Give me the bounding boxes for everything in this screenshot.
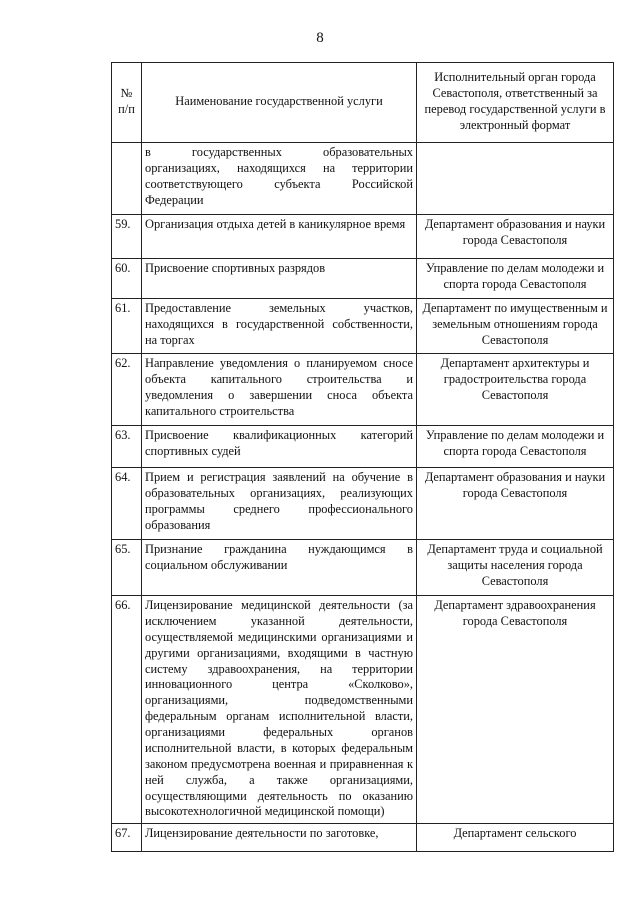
row-service: Предоставление земельных участков, находящихся в государственной собственности, на торгах: [142, 299, 417, 354]
row-org: Департамент сельского: [417, 824, 614, 852]
row-num: 65.: [112, 540, 142, 596]
row-org: Департамент образования и науки города Севастополя: [417, 468, 614, 540]
table-row: [112, 824, 614, 852]
header-service: Наименование государственной услуги: [142, 63, 417, 143]
row-service: Организация отдыха детей в каникулярное время: [142, 215, 417, 259]
row-org: Департамент образования и науки города Севастополя: [417, 215, 614, 259]
table-row: [112, 299, 614, 354]
table-row: [112, 143, 614, 215]
header-org: Исполнительный орган города Севастополя, ответственный за перевод государственной услуги в электронный формат: [417, 63, 614, 143]
table-row: [112, 540, 614, 596]
page-number: 8: [316, 30, 324, 46]
table-row: [112, 468, 614, 540]
row-num: 67.: [112, 824, 142, 852]
row-service: Прием и регистрация заявлений на обучение в образовательных организациях, реализующих программы среднего профессионального образования: [142, 468, 417, 540]
row-org: Управление по делам молодежи и спорта города Севастополя: [417, 426, 614, 468]
table-header-row: [112, 63, 614, 143]
row-org: Департамент по имущественным и земельным отношениям города Севастополя: [417, 299, 614, 354]
header-num: № п/п: [112, 63, 142, 143]
row-org: Департамент труда и социальной защиты населения города Севастополя: [417, 540, 614, 596]
services-table: [111, 62, 614, 852]
row-num: 64.: [112, 468, 142, 540]
table-row: [112, 215, 614, 259]
table-row: [112, 596, 614, 824]
row-service: Направление уведомления о планируемом сносе объекта капитального строительства и уведомления о завершении сноса объекта капитального строительства: [142, 354, 417, 426]
row-num: 62.: [112, 354, 142, 426]
table-row: [112, 426, 614, 468]
row-service: Присвоение квалификационных категорий спортивных судей: [142, 426, 417, 468]
row-num: [112, 143, 142, 215]
table-row: [112, 354, 614, 426]
row-org: Управление по делам молодежи и спорта города Севастополя: [417, 259, 614, 299]
row-service: Присвоение спортивных разрядов: [142, 259, 417, 299]
row-org: Департамент архитектуры и градостроительства города Севастополя: [417, 354, 614, 426]
row-org: Департамент здравоохранения города Севастополя: [417, 596, 614, 824]
row-num: 63.: [112, 426, 142, 468]
row-num: 61.: [112, 299, 142, 354]
row-num: 66.: [112, 596, 142, 824]
row-num: 59.: [112, 215, 142, 259]
table-row: [112, 259, 614, 299]
row-org: [417, 143, 614, 215]
row-service: Признание гражданина нуждающимся в социальном обслуживании: [142, 540, 417, 596]
row-service: Лицензирование деятельности по заготовке,: [142, 824, 417, 852]
row-service: в государственных образовательных организациях, находящихся на территории соответствующего субъекта Российской Федерации: [142, 143, 417, 215]
row-num: 60.: [112, 259, 142, 299]
row-service: Лицензирование медицинской деятельности (за исключением указанной деятельности, осуществляемой медицинскими организациями и другими организациями, входящими в частную систему здравоохранения, на территории инновационного центра «Сколково», организациями, подведомственными федеральным органам исполнительной власти, организациями федеральных органов исполнительной власти, в которых федеральным законом предусмотрена военная и приравненная к ней служба, а также организациями, осуществляющими деятельность по оказанию высокотехнологичной медицинской помощи): [142, 596, 417, 824]
